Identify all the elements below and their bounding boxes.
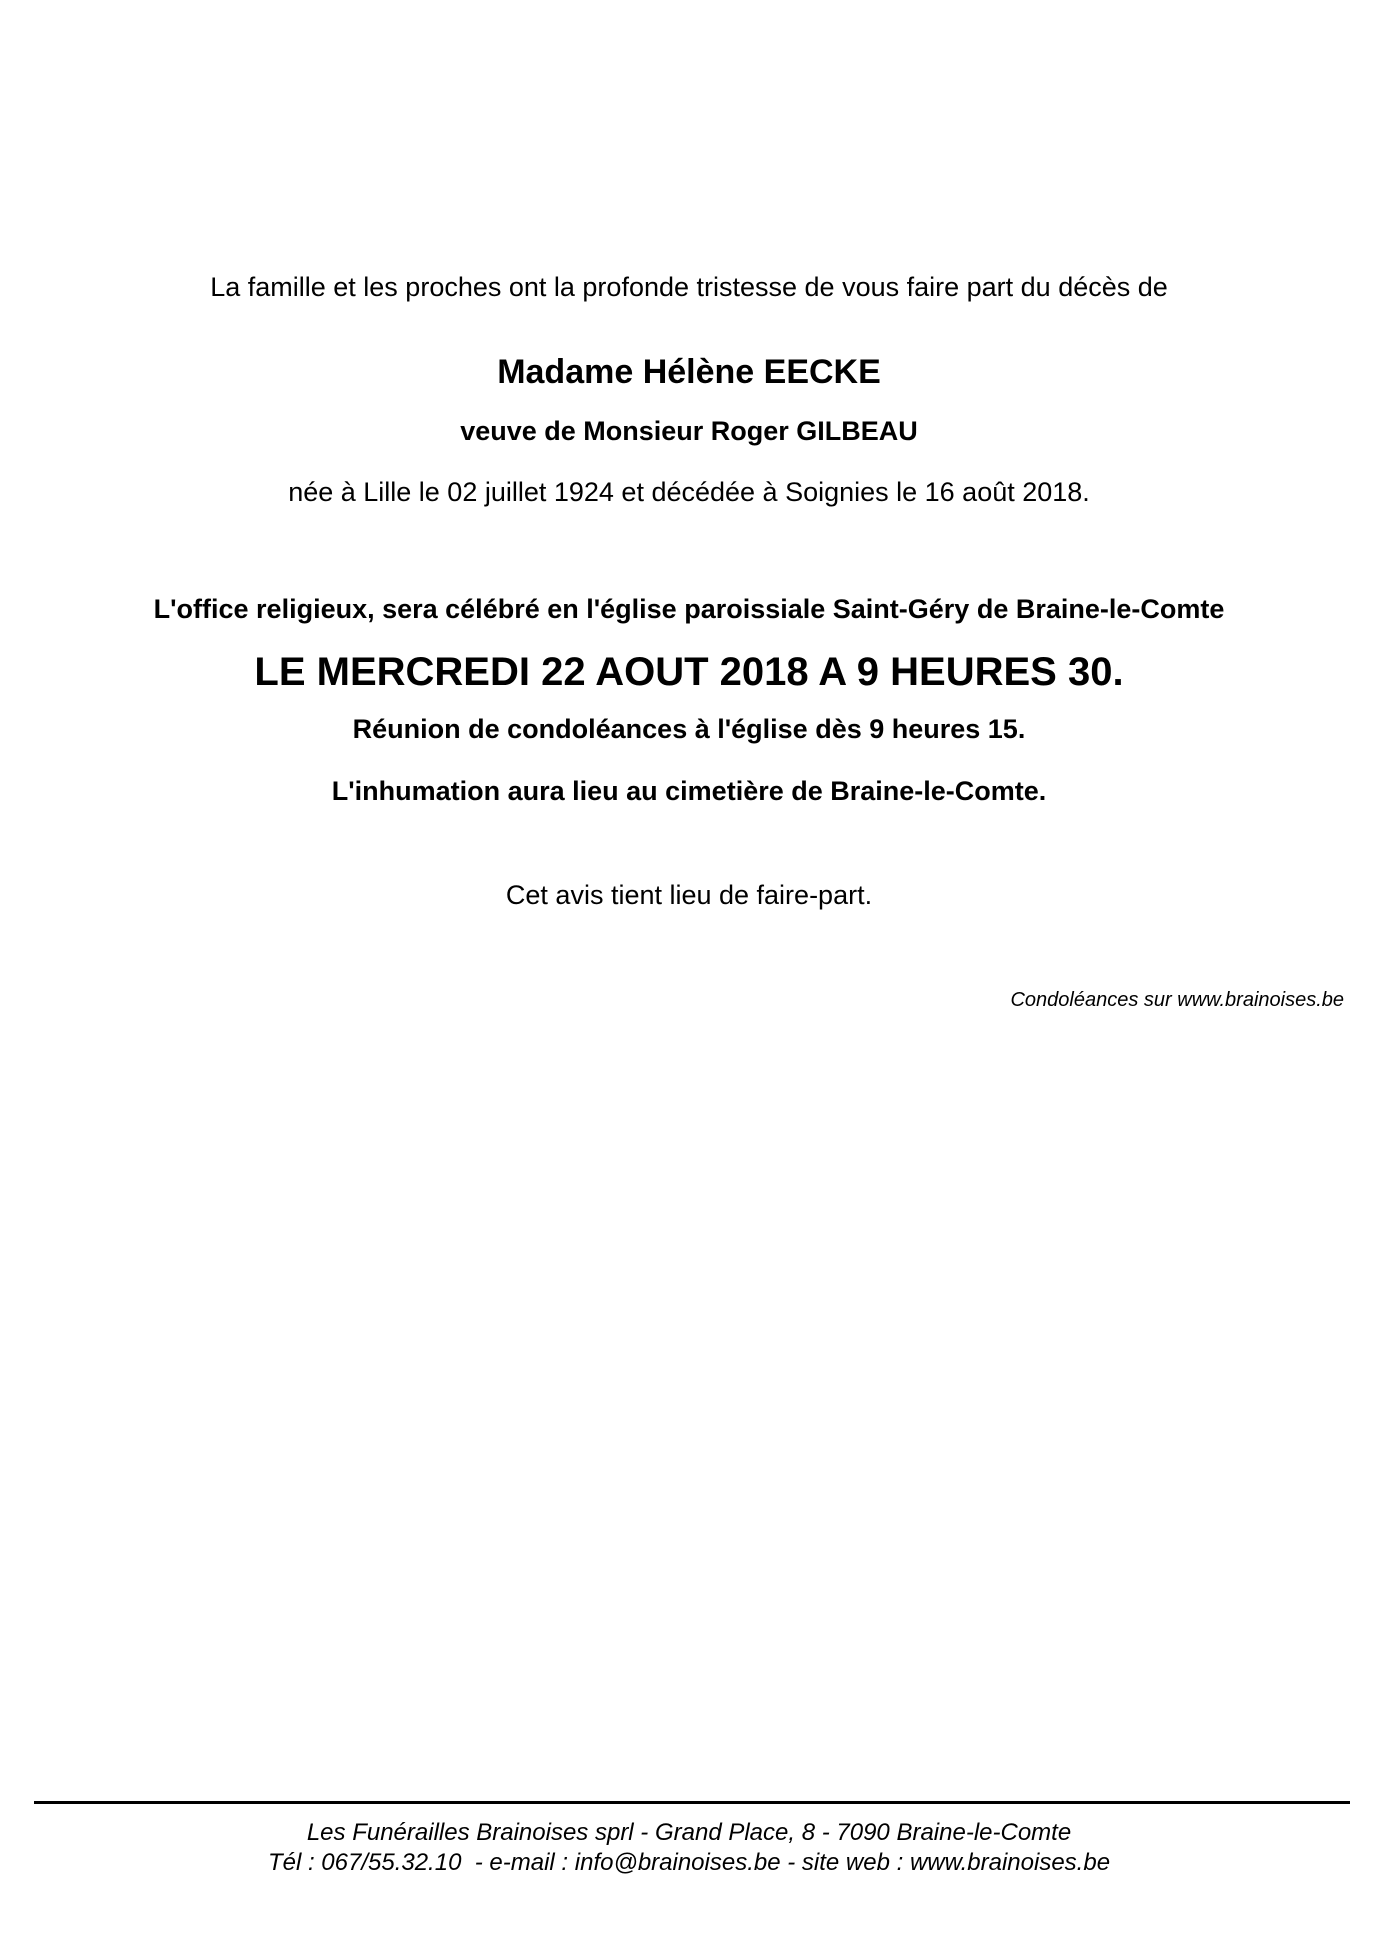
religious-office: L'office religieux, sera célébré en l'église paroissiale Saint-Géry de Braine-le-Comte [153, 594, 1225, 624]
condolence-meeting: Réunion de condoléances à l'église dès 9 heures 15. [352, 714, 1026, 744]
footer-address: Les Funérailles Brainoises sprl - Grand Place, 8 - 7090 Braine-le-Comte [306, 1819, 1072, 1846]
service-datetime: LE MERCREDI 22 AOUT 2018 A 9 HEURES 30. [254, 650, 1124, 694]
intro-text: La famille et les proches ont la profonde tristesse de vous faire part du décès de [210, 272, 1168, 302]
footer-contact: Tél : 067/55.32.10 - e-mail : info@brainoises.be - site web : www.brainoises.be [267, 1849, 1111, 1876]
burial-info: L'inhumation aura lieu au cimetière de Braine-le-Comte. [331, 776, 1047, 806]
online-condolences: Condoléances sur www.brainoises.be [1010, 989, 1344, 1011]
widow-of: veuve de Monsieur Roger GILBEAU [460, 416, 918, 446]
deceased-name: Madame Hélène EECKE [497, 353, 881, 391]
birth-death-dates: née à Lille le 02 juillet 1924 et décédée à Soignies le 16 août 2018. [288, 477, 1090, 507]
notice-text: Cet avis tient lieu de faire-part. [505, 880, 873, 910]
footer-divider [34, 1801, 1350, 1804]
